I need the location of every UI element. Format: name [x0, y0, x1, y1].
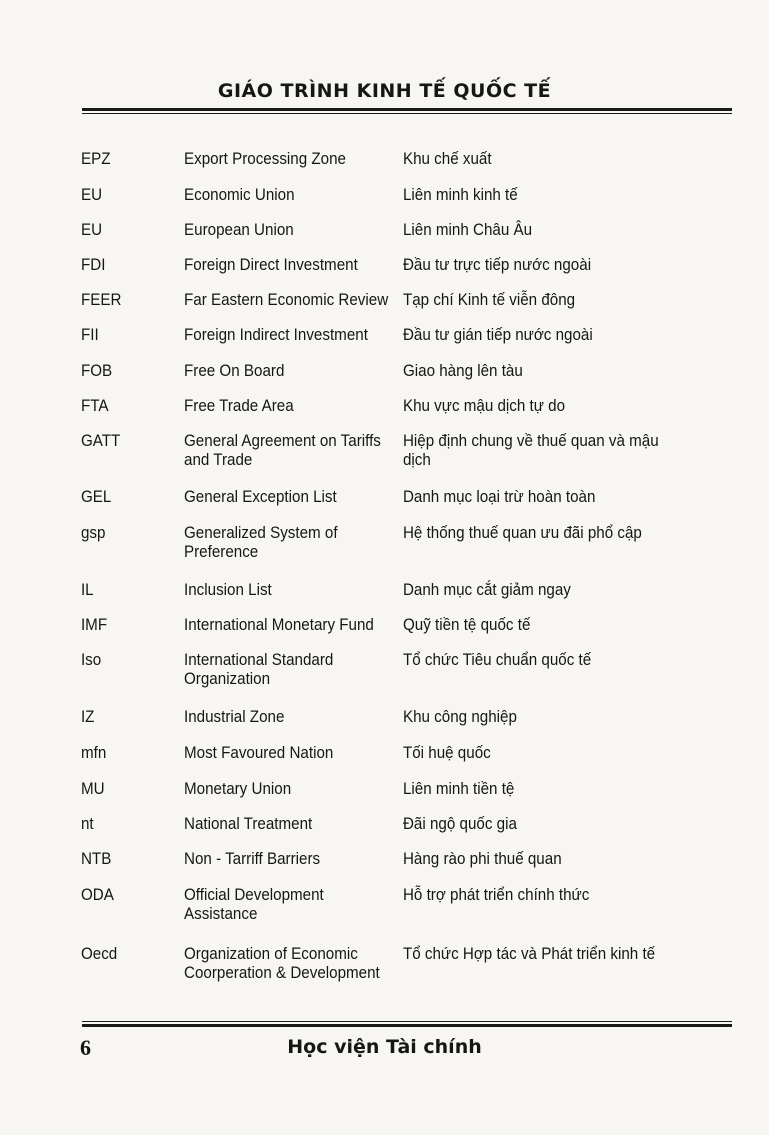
abbreviation-code: nt: [80, 815, 94, 833]
english-term: Foreign Indirect Investment: [184, 326, 368, 344]
vietnamese-term: Giao hàng lên tàu: [402, 362, 523, 380]
vietnamese-term: Danh mục cắt giảm ngay: [402, 581, 571, 599]
abbreviation-code: mfn: [80, 744, 107, 762]
english-term: International Standard Organization: [184, 651, 334, 688]
english-term: Generalized System of Preference: [184, 524, 338, 561]
vietnamese-term: Hỗ trợ phát triển chính thức: [402, 886, 590, 904]
abbreviation-code: FTA: [80, 397, 109, 415]
footer-rule-thin: [82, 1021, 732, 1022]
abbreviation-code: EPZ: [80, 150, 111, 168]
abbreviation-code: IZ: [80, 708, 95, 726]
abbreviation-code: Iso: [80, 651, 102, 669]
vietnamese-term: Khu vực mậu dịch tự do: [402, 397, 566, 415]
english-term: Most Favoured Nation: [184, 744, 334, 762]
abbreviation-code: ODA: [80, 886, 114, 904]
header-rule-thin: [82, 113, 732, 114]
english-term: Free Trade Area: [184, 397, 294, 415]
english-term: Far Eastern Economic Review: [184, 291, 389, 309]
abbreviation-code: EU: [80, 186, 103, 204]
vietnamese-term: Khu chế xuất: [402, 150, 492, 168]
abbreviation-code: Oecd: [80, 945, 118, 963]
vietnamese-term: Đầu tư gián tiếp nước ngoài: [402, 326, 593, 344]
vietnamese-term: Liên minh Châu Âu: [402, 221, 533, 239]
abbreviation-code: gsp: [80, 524, 106, 542]
abbreviation-code: FOB: [80, 362, 113, 380]
vietnamese-term: Hiệp định chung về thuế quan và mậu dịch: [402, 432, 659, 469]
abbreviation-code: NTB: [80, 850, 112, 868]
abbreviation-code: FII: [80, 326, 99, 344]
abbreviation-code: MU: [80, 780, 105, 798]
english-term: General Agreement on Tariffs and Trade: [184, 432, 381, 469]
english-term: Export Processing Zone: [184, 150, 347, 168]
abbreviation-code: FEER: [80, 291, 122, 309]
abbreviation-code: FDI: [80, 256, 106, 274]
vietnamese-term: Đầu tư trực tiếp nước ngoài: [402, 256, 592, 274]
english-term: Industrial Zone: [184, 708, 285, 726]
vietnamese-term: Tạp chí Kinh tế viễn đông: [402, 291, 576, 309]
page-header-title: GIÁO TRÌNH KINH TẾ QUỐC TẾ: [217, 80, 552, 102]
vietnamese-term: Liên minh kinh tế: [402, 186, 518, 204]
english-term: International Monetary Fund: [184, 616, 374, 634]
footer-rule-thick: [82, 1024, 732, 1027]
abbreviation-code: IMF: [80, 616, 108, 634]
header-rule-thick: [82, 108, 732, 111]
vietnamese-term: Quỹ tiền tệ quốc tế: [402, 616, 531, 634]
english-term: Official Development Assistance: [184, 886, 324, 923]
english-term: National Treatment: [184, 815, 313, 833]
english-term: Organization of Economic Coorperation & Development: [184, 945, 380, 982]
vietnamese-term: Danh mục loại trừ hoàn toàn: [402, 488, 596, 506]
vietnamese-term: Hàng rào phi thuế quan: [402, 850, 562, 868]
vietnamese-term: Hệ thống thuế quan ưu đãi phổ cập: [402, 524, 642, 542]
english-term: Economic Union: [184, 186, 295, 204]
footer-institution: Học viện Tài chính: [287, 1036, 482, 1058]
page-number: 6: [80, 1035, 91, 1060]
english-term: European Union: [184, 221, 294, 239]
vietnamese-term: Đãi ngộ quốc gia: [402, 815, 517, 833]
english-term: General Exception List: [184, 488, 337, 506]
vietnamese-term: Liên minh tiền tệ: [402, 780, 515, 798]
abbreviation-code: GATT: [80, 432, 121, 450]
abbreviation-code: IL: [80, 581, 94, 599]
english-term: Monetary Union: [184, 780, 292, 798]
abbreviation-code: GEL: [80, 488, 112, 506]
vietnamese-term: Khu công nghiệp: [402, 708, 517, 726]
english-term: Inclusion List: [184, 581, 272, 599]
vietnamese-term: Tối huệ quốc: [402, 744, 491, 762]
vietnamese-term: Tổ chức Tiêu chuẩn quốc tế: [402, 651, 592, 669]
vietnamese-term: Tổ chức Hợp tác và Phát triển kinh tế: [402, 945, 656, 963]
english-term: Foreign Direct Investment: [184, 256, 358, 274]
english-term: Non - Tarriff Barriers: [184, 850, 321, 868]
abbreviation-code: EU: [80, 221, 103, 239]
english-term: Free On Board: [184, 362, 285, 380]
